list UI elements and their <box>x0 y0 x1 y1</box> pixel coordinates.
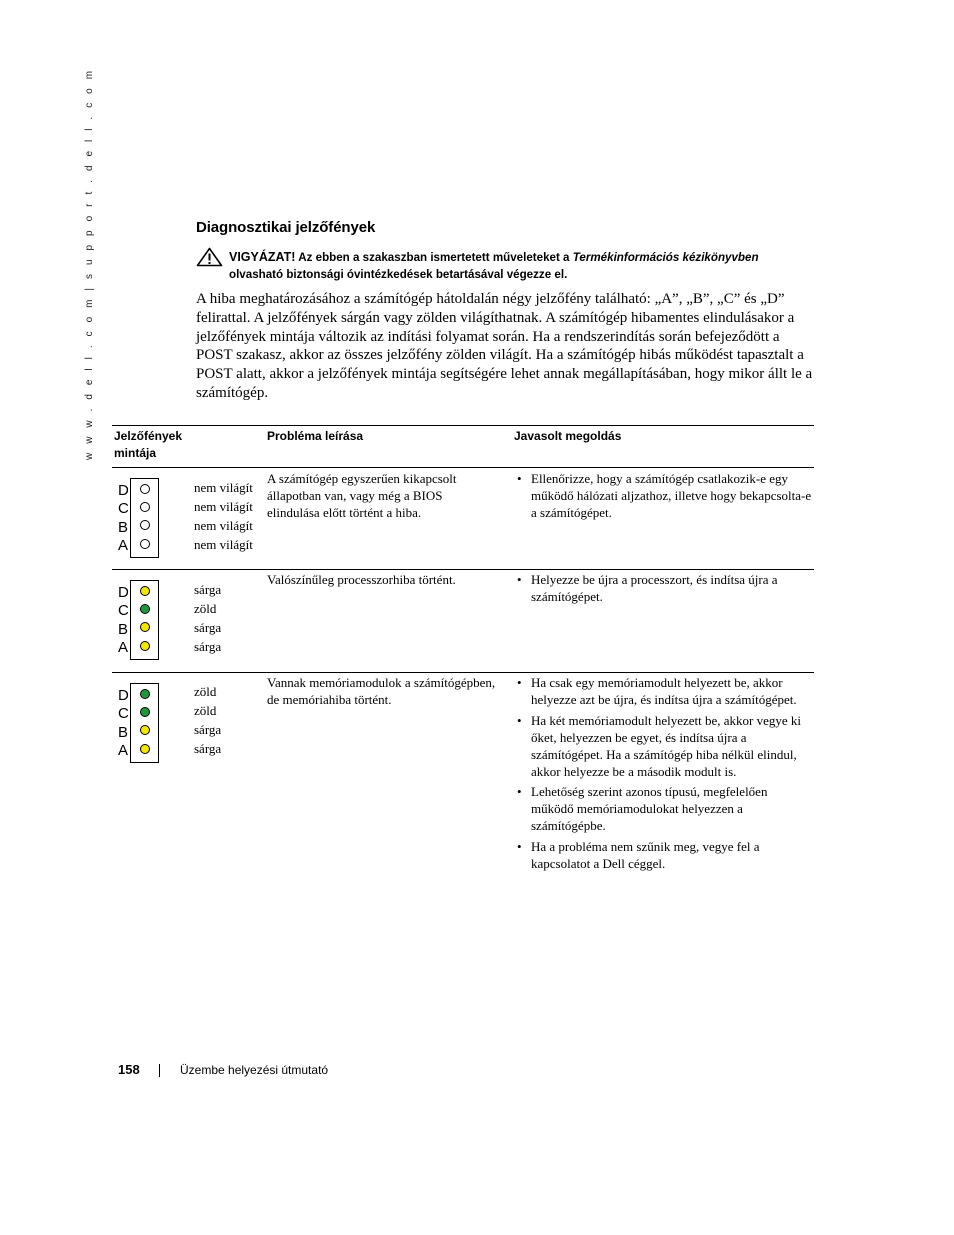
led-letters <box>118 584 130 657</box>
solution-item: • Ha a probléma nem szűnik meg, vegye fel a kapcsolatot a Dell céggel. <box>516 838 812 872</box>
led-letter-d: D <box>118 584 129 601</box>
led-letter-c: C <box>118 705 129 723</box>
led-c <box>140 707 150 717</box>
table-rule <box>112 467 814 468</box>
led-letter-c: C <box>118 500 129 518</box>
warning-label: VIGYÁZAT! <box>229 250 296 264</box>
footer-title: Üzembe helyezési útmutató <box>180 1063 329 1077</box>
led-state: nem világít <box>194 480 253 495</box>
header-solution: Javasolt megoldás <box>514 429 622 443</box>
led-state: nem világít <box>194 499 253 514</box>
led-letter-a: A <box>118 536 129 554</box>
header-problem: Probléma leírása <box>267 429 364 443</box>
header-pattern: Jelzőfények mintája <box>114 429 183 460</box>
led-state: sárga <box>194 639 222 654</box>
led-state: nem világít <box>194 518 253 533</box>
solution-item: • Ha csak egy memóriamodult helyezett be, akkor helyezze azt be újra, és indítsa újra a számítógépet. <box>516 674 812 708</box>
warning-triangle-icon <box>196 247 223 267</box>
warning-text <box>229 249 809 283</box>
footer-divider <box>159 1064 160 1077</box>
led-panel <box>130 478 159 558</box>
led-a <box>140 744 150 754</box>
led-letter-d: D <box>118 687 129 704</box>
led-d <box>140 689 150 699</box>
led-state: sárga <box>194 741 222 756</box>
led-a <box>140 539 150 549</box>
solution-item: • Ha két memóriamodult helyezett be, akkor vegye ki őket, helyezzen be egyet, és indítsa újra a számítógépet. Ha a számítógép hiba nélkül elindul, akkor helyezze be a második modult is. <box>516 712 812 780</box>
page-number: 158 <box>118 1062 140 1077</box>
led-a <box>140 641 150 651</box>
led-letter-b: B <box>118 620 129 638</box>
led-b <box>140 520 150 530</box>
led-state: zöld <box>194 703 217 718</box>
led-c <box>140 502 150 512</box>
table-rule <box>112 569 814 570</box>
warning-text-after: olvasható biztonsági óvintézkedések betartásával végezze el. <box>229 268 568 281</box>
led-state: nem világít <box>194 537 253 552</box>
solution-item: • Helyezze be újra a processzort, és indítsa újra a számítógépet. <box>516 571 812 605</box>
table-top-rule <box>112 425 814 426</box>
led-panel <box>130 580 159 660</box>
led-letter-a: A <box>118 741 129 759</box>
led-letter-a: A <box>118 638 129 656</box>
warning-text-before: Az ebben a szakaszban ismertetett műveleteket a <box>298 251 570 264</box>
section-heading: Diagnosztikai jelzőfények <box>196 219 376 236</box>
led-letter-c: C <box>118 602 129 620</box>
led-letters <box>118 687 130 760</box>
table-rule <box>112 672 814 673</box>
solution-list <box>516 571 812 609</box>
led-b <box>140 622 150 632</box>
led-states <box>194 682 221 758</box>
led-state: sárga <box>194 582 222 597</box>
led-letter-b: B <box>118 723 129 741</box>
led-states <box>194 478 253 554</box>
led-letters <box>118 482 130 555</box>
solution-item: • Ellenőrizze, hogy a számítógép csatlakozik-e egy működő hálózati aljzathoz, illetve hogy bekapcsolta-e a számítógépet. <box>516 470 812 521</box>
led-b <box>140 725 150 735</box>
led-letter-d: D <box>118 482 129 499</box>
led-states <box>194 580 221 656</box>
problem-text: Vannak memóriamodulok a számítógépben, de memóriahiba történt. <box>267 675 496 707</box>
led-c <box>140 604 150 614</box>
led-letter-b: B <box>118 518 129 536</box>
side-url: w w w . d e l l . c o m | s u p p o r t . d e l l . c o m <box>84 67 95 460</box>
intro-paragraph: A hiba meghatározásához a számítógép hátoldalán négy jelzőfény található: „A”, „B”, „C” és „D” felirattal. A jelzőfények sárgán vagy zölden világíthatnak. A számítógép hibamentes elindulásakor a jelzőfények mintája változik az indítási folyamat során. Ha a rendszerindítás során befejeződött a POST szakasz, akkor az összes jelzőfény zölden világít. Ha a számítógép hibás működést tapasztalt a POST alatt, akkor a jelzőfények mintája segítségére lehet annak megállapításában, hogy mikor állt le a számítógép. <box>196 291 813 401</box>
led-d <box>140 484 150 494</box>
solution-list <box>516 470 812 525</box>
led-state: zöld <box>194 601 217 616</box>
led-state: zöld <box>194 684 217 699</box>
warning-italic: Termékinformációs kézikönyvben <box>572 251 759 264</box>
led-d <box>140 586 150 596</box>
problem-text: Valószínűleg processzorhiba történt. <box>267 572 456 587</box>
solution-item: • Lehetőség szerint azonos típusú, megfelelően működő memóriamodulokat helyezzen a számítógépbe. <box>516 783 812 834</box>
led-state: sárga <box>194 620 222 635</box>
solution-list <box>516 674 812 875</box>
led-state: sárga <box>194 722 222 737</box>
led-panel <box>130 683 159 763</box>
problem-text: A számítógép egyszerűen kikapcsolt állapotban van, vagy még a BIOS elindulása előtt történt a hiba. <box>267 471 457 520</box>
